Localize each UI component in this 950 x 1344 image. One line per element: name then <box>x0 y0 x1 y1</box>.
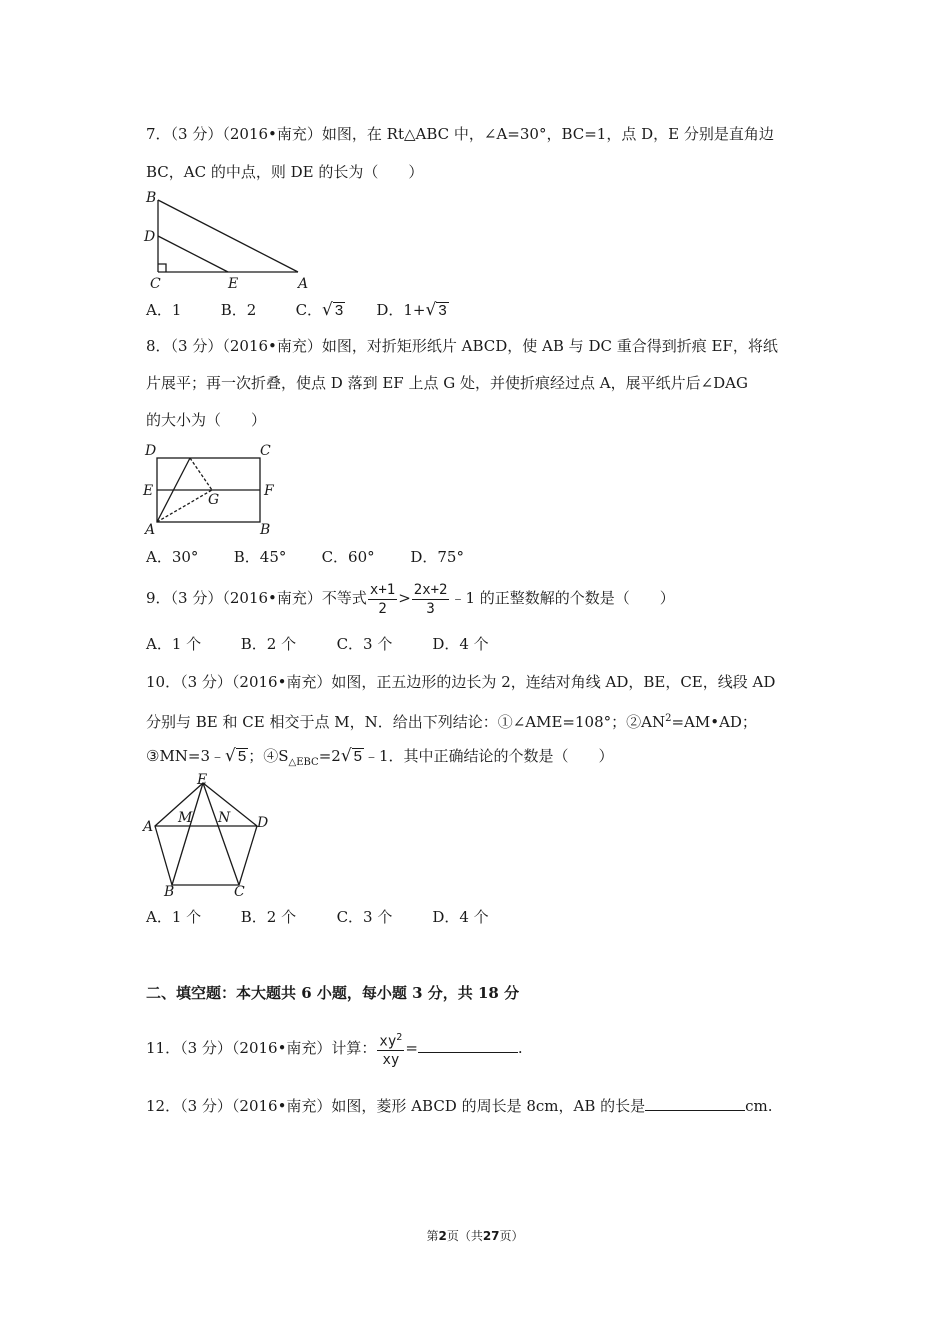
q10-option-d[interactable]: D．4 个 <box>432 908 489 926</box>
q8-option-c[interactable]: C．60° <box>321 548 375 566</box>
q8-label-b: B <box>260 522 271 538</box>
q8-label-f: F <box>264 483 274 499</box>
q8-label-a: A <box>145 522 156 538</box>
q9-options <box>146 634 489 654</box>
q8-label-d: D <box>145 443 157 459</box>
q10-option-b[interactable]: B．2 个 <box>240 908 297 926</box>
q10-text-line1: 10．（3 分）（2016•南充）如图，正五边形的边长为 2，连结对角线 AD，BE，CE，线段 AD <box>146 673 776 691</box>
q9-fraction-1: $\frac{x+1}{2}$ <box>369 581 396 617</box>
q8-option-a[interactable]: A．30° <box>146 548 199 566</box>
q10-label-e: E <box>197 772 208 788</box>
q7-option-c[interactable]: C．√ 3 <box>295 300 344 320</box>
q7-label-d: D <box>144 229 156 245</box>
q7-option-b[interactable]: B．2 <box>220 301 257 319</box>
q9-option-c[interactable]: C．3 个 <box>336 635 393 653</box>
q7-text-line1: 7．（3 分）（2016•南充）如图，在 Rt△ABC 中，∠A=30°，BC=1，点 D，E 分别是直角边 <box>146 125 774 143</box>
q8-options <box>146 547 464 567</box>
q10-pentagon-figure <box>140 772 275 902</box>
section-2-heading: 二、填空题：本大题共 6 小题，每小题 3 分，共 18 分 <box>146 984 520 1002</box>
q8-label-e: E <box>143 483 154 499</box>
q8-text-line2: 片展平；再一次折叠，使点 D 落到 EF 上点 G 处，并使折痕经过点 A，展平纸片后∠DAG <box>146 374 748 392</box>
q12-answer-blank[interactable] <box>645 1096 745 1111</box>
q10-options <box>146 907 489 927</box>
q9-text: 9．（3 分）（2016•南充）不等式 $\frac{x+1}{2}$ > $\frac{2x+2}{3}$ ﹣1 的正整数解的个数是（ ） <box>146 581 675 617</box>
q8-text-line3: 的大小为（ ） <box>146 411 267 429</box>
q10-text-line3: ③MN=3﹣√ 5 ；$④S_{\triangle EBC}=2√$ 5 ﹣1．其中正确结论的个数是（ ） <box>146 746 614 768</box>
q10-label-c: C <box>234 884 245 900</box>
q8-option-d[interactable]: D．75° <box>410 548 464 566</box>
q7-options <box>146 300 449 320</box>
q7-option-c-radicand: 3 <box>334 302 344 319</box>
q8-option-b[interactable]: B．45° <box>233 548 287 566</box>
q7-label-a: A <box>298 276 309 292</box>
q8-label-g: G <box>208 492 220 508</box>
q7-text-line2: BC，AC 的中点，则 DE 的长为（ ） <box>146 163 424 181</box>
footer-total-pages: 27 <box>482 1229 500 1243</box>
q10-label-a: A <box>143 819 154 835</box>
q8-text-line1: 8．（3 分）（2016•南充）如图，对折矩形纸片 ABCD，使 AB 与 DC 重合得到折痕 EF，将纸 <box>146 337 778 355</box>
q8-label-c: C <box>260 443 271 459</box>
footer-page-number: 2 <box>438 1229 447 1243</box>
q10-option-a[interactable]: A．1 个 <box>146 908 202 926</box>
q10-label-b: B <box>164 884 175 900</box>
q9-option-a[interactable]: A．1 个 <box>146 635 202 653</box>
q9-option-b[interactable]: B．2 个 <box>240 635 297 653</box>
q7-option-a[interactable]: A．1 <box>146 301 182 319</box>
q7-label-b: B <box>146 190 157 206</box>
q10-option-c[interactable]: C．3 个 <box>336 908 393 926</box>
page-footer: 第2页（共27页） <box>426 1229 524 1243</box>
q8-rectangle-figure <box>140 438 280 538</box>
q12-text: 12．（3 分）（2016•南充）如图，菱形 ABCD 的周长是 8cm，AB 的长是 cm. <box>146 1097 773 1115</box>
q7-label-c: C <box>150 276 161 292</box>
q7-option-d-radicand: 3 <box>438 302 447 319</box>
q11-text: 11．（3 分）（2016•南充）计算： $\frac{xy^2}{xy}$ = . <box>146 1028 523 1069</box>
q10-label-d: D <box>257 815 269 831</box>
q7-triangle-figure <box>138 186 318 292</box>
q10-label-n: N <box>218 810 231 826</box>
q10-text-line2: 分别与 BE 和 CE 相交于点 M，N．给出下列结论：①∠AME=108°；$②AN^2=AM•AD$； <box>146 713 757 731</box>
q11-fraction: $\frac{xy^2}{xy}$ <box>377 1029 404 1070</box>
q9-fraction-2: $\frac{2x+2}{3}$ <box>413 581 448 617</box>
q11-answer-blank[interactable] <box>418 1038 518 1053</box>
q7-option-d[interactable]: D．1+√ 3 <box>376 300 447 320</box>
q9-option-d[interactable]: D．4 个 <box>432 635 489 653</box>
q7-label-e: E <box>228 276 239 292</box>
q10-label-m: M <box>178 810 193 826</box>
